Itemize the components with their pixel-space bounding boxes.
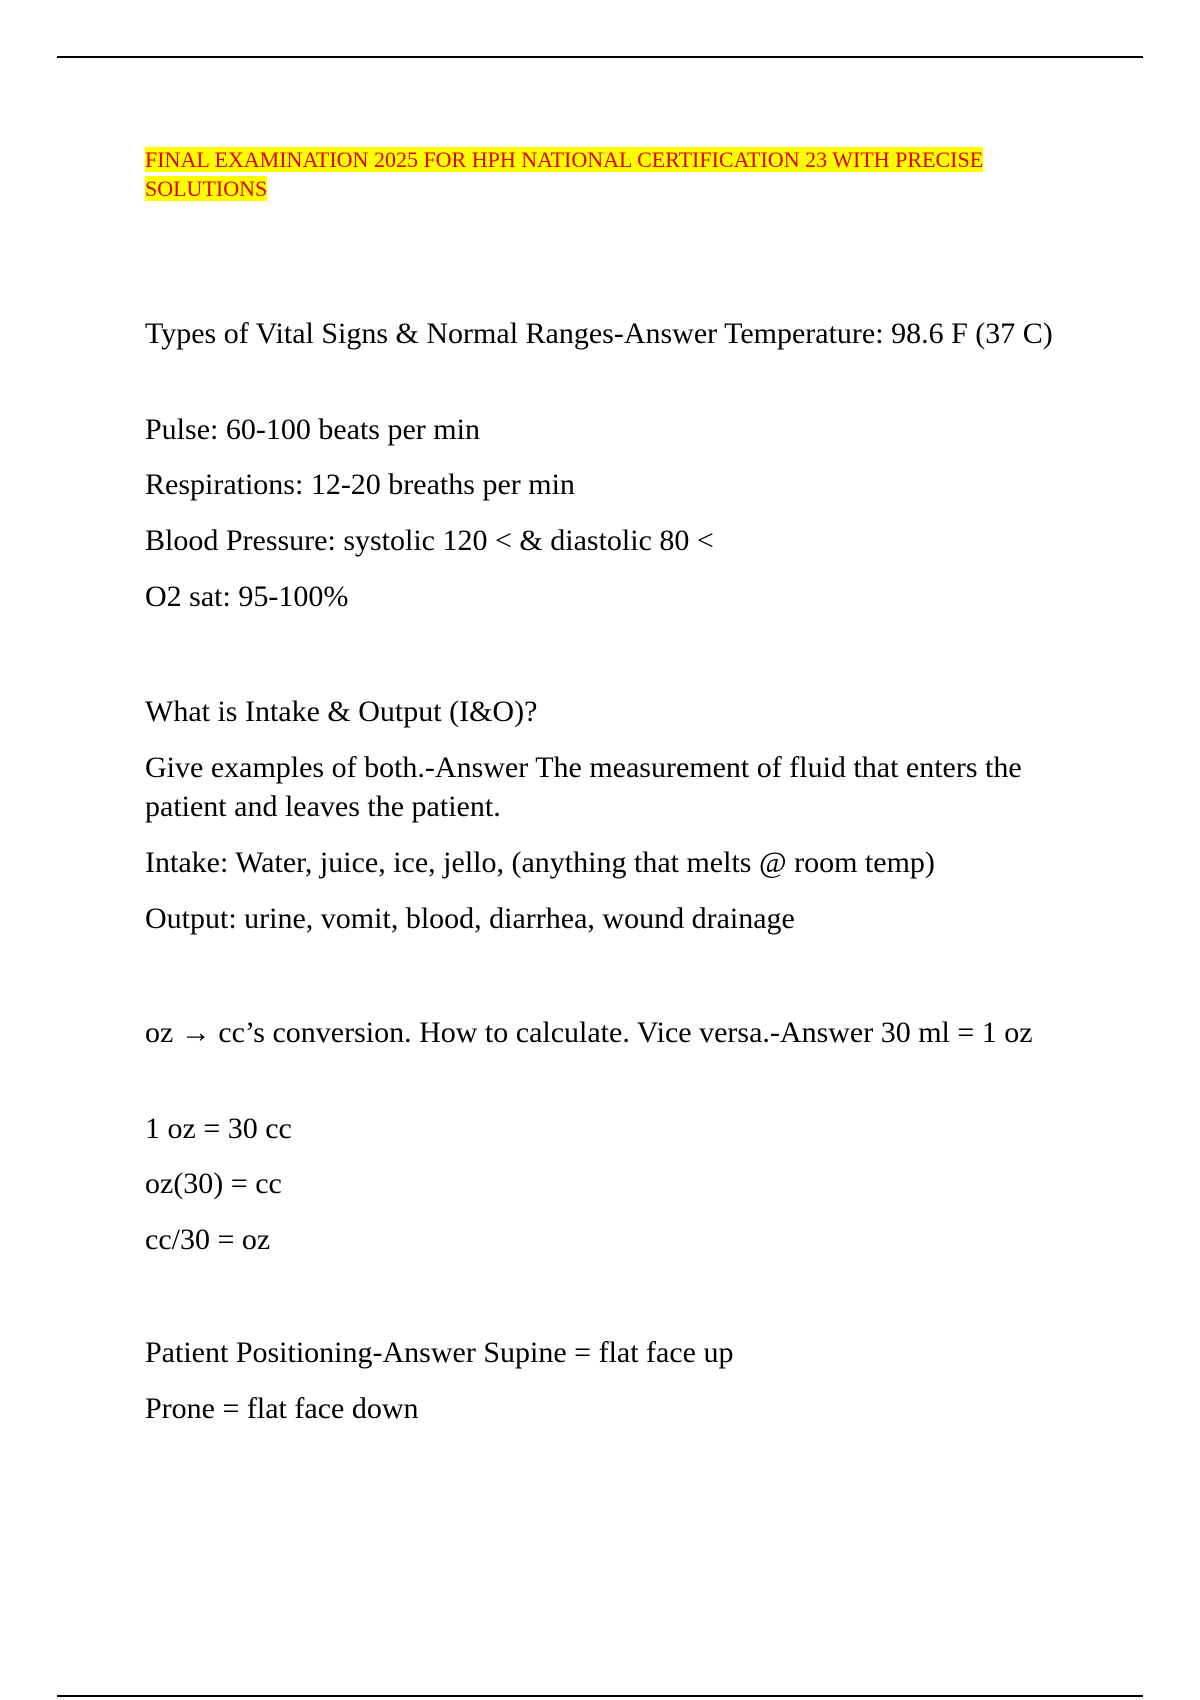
document-title: [145, 145, 1090, 203]
header-rule: [57, 56, 1143, 58]
answer-line-o2-sat: O2 sat: 95-100%: [145, 580, 349, 613]
question-vital-signs: Types of Vital Signs & Normal Ranges-Answer Temperature: 98.6 F (37 C): [145, 317, 1053, 350]
document-title-text: FINAL EXAMINATION 2025 FOR HPH NATIONAL CERTIFICATION 23 WITH PRECISE SOLUTIONS: [145, 147, 984, 201]
answer-line-intake-output-definition: Give examples of both.-Answer The measurement of fluid that enters the patient and leaves the patient.: [145, 751, 1022, 823]
answer-line-prone: Prone = flat face down: [145, 1392, 419, 1425]
answer-line-blood-pressure: Blood Pressure: systolic 120 < & diastolic 80 <: [145, 524, 714, 557]
footer-rule: [57, 1695, 1143, 1697]
answer-line-output: Output: urine, vomit, blood, diarrhea, wound drainage: [145, 902, 795, 935]
answer-line-1oz-30cc: 1 oz = 30 cc: [145, 1112, 292, 1145]
answer-line-respirations: Respirations: 12-20 breaths per min: [145, 468, 575, 501]
answer-line-pulse: Pulse: 60-100 beats per min: [145, 413, 480, 446]
question-intake-output: What is Intake & Output (I&O)?: [145, 695, 538, 728]
answer-line-intake: Intake: Water, juice, ice, jello, (anything that melts @ room temp): [145, 846, 935, 879]
answer-line-oz-to-cc: oz(30) = cc: [145, 1167, 282, 1200]
question-patient-positioning: Patient Positioning-Answer Supine = flat face up: [145, 1336, 734, 1369]
answer-line-cc-to-oz: cc/30 = oz: [145, 1223, 271, 1256]
question-oz-cc-conversion: oz → cc’s conversion. How to calculate. Vice versa.-Answer 30 ml = 1 oz: [145, 1016, 1033, 1049]
